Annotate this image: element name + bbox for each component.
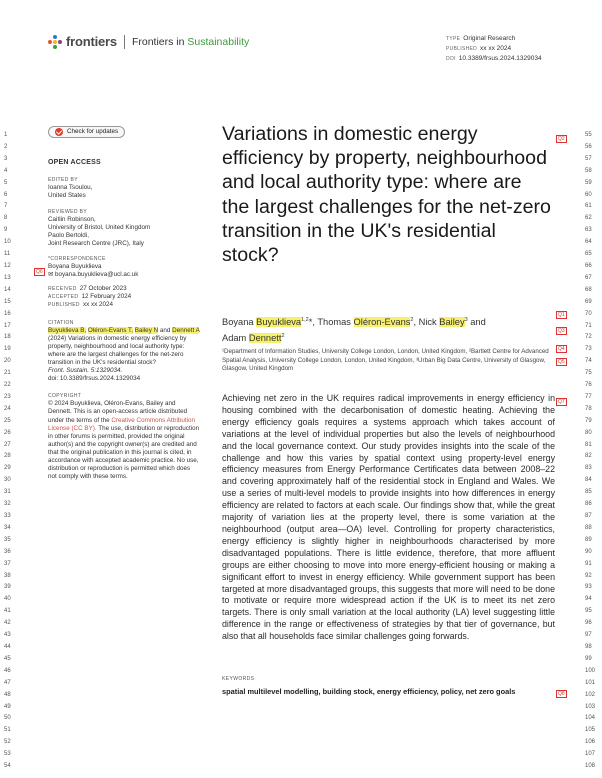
line-number: 86 <box>585 501 592 508</box>
line-number: 32 <box>4 501 11 508</box>
line-number: 95 <box>585 608 592 615</box>
article-meta: TYPE Original Research PUBLISHED xx xx 2024 DOI 10.3389/frsus.2024.1329034 <box>446 35 542 62</box>
line-number: 54 <box>4 763 11 770</box>
line-number: 18 <box>4 334 11 341</box>
line-number: 49 <box>4 703 11 710</box>
query-tag[interactable]: Q4 <box>558 346 565 352</box>
line-number: 40 <box>4 596 11 603</box>
line-number: 25 <box>4 417 11 424</box>
line-number: 51 <box>4 727 11 734</box>
line-number: 31 <box>4 489 11 496</box>
line-number: 4 <box>4 167 8 174</box>
line-number: 3 <box>4 155 8 162</box>
line-number: 24 <box>4 405 11 412</box>
article-title: Variations in domestic energy efficiency by property, neighbourhood and local authority type: where are the largest challenges for the net-zero transition in the UK's residential stock? <box>222 123 551 267</box>
line-number: 41 <box>4 608 11 615</box>
line-number: 39 <box>4 584 11 591</box>
line-number: 21 <box>4 370 11 377</box>
citation-label: CITATION <box>48 319 74 326</box>
line-number: 6 <box>4 191 8 198</box>
line-number: 89 <box>585 536 592 543</box>
open-access-label: OPEN ACCESS <box>48 159 101 167</box>
check-updates-icon <box>55 128 63 136</box>
check-for-updates-button[interactable]: Check for updates <box>48 126 125 138</box>
received-date: 27 October 2023 <box>79 285 127 293</box>
page-header <box>48 34 558 62</box>
line-number: 102 <box>585 691 596 698</box>
line-number: 45 <box>4 655 11 662</box>
line-number: 78 <box>585 405 592 412</box>
abstract: Achieving net zero in the UK requires radical improvements in energy efficiency in housing combined with the decarbonisation of domestic heating. Achieving the energy efficiency goals requires a systems approach which takes account of variations at the level of individual properties but also the levels of neighbourhood and the local governance context. Our study provides insights into the scale of the challenge and how this varies by spatial context using property-level energy efficiency measures from Energy Performance Certificates data between 2008–22 and covering approximately half of the residential stock in England and Wales. We use a series of multi-level models to provide insights into how differences in energy efficiency are related to factors at each scale. Our findings show that, while the great majority of variation lies at the property level, there is some variation at the neighbourhood (output area—OA) level. Controlling for property characteristics, energy efficiency is slightly higher in neighbourhoods characterised by more disadvantaged populations. There is little evidence, therefore, that more affluent groups are either choosing to move into more energy-efficient housing or making a significant effort to invest in energy efficiency. While government support has been targeted at more disadvantaged groups, this suggests that more will need to be done to motivate or require more widespread action if the UK is to meet its net zero targets. There is only small variation at the local authority (LA) level suggesting little difference in the range or effectiveness of strategies by that tier of governance, but also that all households face similar challenges going forwards. <box>222 393 555 642</box>
editor-name: Ioanna Tsoulou, <box>48 184 93 192</box>
line-number: 93 <box>585 584 592 591</box>
query-tag[interactable]: Q5 <box>558 359 565 365</box>
line-number: 9 <box>4 227 8 234</box>
line-number: 73 <box>585 346 592 353</box>
line-number: 82 <box>585 453 592 460</box>
query-tag[interactable]: Q6 <box>36 269 43 275</box>
line-numbers-right <box>585 130 595 773</box>
line-number: 66 <box>585 262 592 269</box>
line-number: 99 <box>585 655 592 662</box>
line-number: 68 <box>585 286 592 293</box>
line-number: 5 <box>4 179 8 186</box>
line-number: 77 <box>585 393 592 400</box>
line-number: 87 <box>585 513 592 519</box>
line-number: 29 <box>4 465 11 472</box>
line-number: 23 <box>4 393 11 400</box>
line-number: 75 <box>585 370 592 377</box>
reviewer-affiliation: University of Bristol, United Kingdom <box>48 223 151 231</box>
line-number: 30 <box>4 477 11 484</box>
line-number: 96 <box>585 620 592 627</box>
line-number: 26 <box>4 429 11 436</box>
copyright-text: © 2024 Buyuklieva, Oléron-Evans, Bailey and Dennett. This is an open-access article distributed under the terms of the Creative Commons Attribution License (CC BY). The use, distribution or reproduction in other forums is permitted, provided the original author(s) and the copyright owner(s) are credited and that the original publication in this journal is cited, in accordance with accepted academic practice. No use, distribution or reproduction is permitted which does not comply with these terms. <box>48 400 200 481</box>
reviewer-name: Paolo Bertoldi, <box>48 231 89 239</box>
doi[interactable]: 10.3389/frsus.2024.1329034 <box>458 55 542 62</box>
line-number: 38 <box>4 572 11 579</box>
line-number: 11 <box>4 251 11 258</box>
line-number: 14 <box>4 286 11 293</box>
line-number: 106 <box>585 739 596 746</box>
article-sidebar <box>48 126 200 481</box>
line-number: 91 <box>585 560 592 567</box>
line-number: 69 <box>585 298 592 305</box>
line-number: 53 <box>4 751 11 758</box>
frontiers-logo-icon <box>48 35 62 49</box>
line-number: 20 <box>4 358 11 365</box>
line-number: 48 <box>4 691 11 698</box>
reviewer-name: Caitlin Robinson, <box>48 215 96 223</box>
line-number: 28 <box>4 453 11 460</box>
line-number: 58 <box>585 167 592 174</box>
query-tag[interactable]: Q3 <box>558 328 565 334</box>
logo-divider <box>124 35 125 49</box>
line-number: 92 <box>585 572 592 579</box>
line-number: 88 <box>585 524 592 531</box>
line-number: 50 <box>4 715 11 722</box>
line-number: 80 <box>585 429 592 436</box>
journal-name: Frontiers in Sustainability <box>131 35 250 48</box>
line-number: 101 <box>585 679 596 686</box>
logo-text: frontiers <box>66 34 117 49</box>
reviewer-affiliation: Joint Research Centre (JRC), Italy <box>48 239 144 247</box>
line-number: 27 <box>4 441 11 448</box>
line-number: 76 <box>585 382 592 389</box>
line-number: 83 <box>585 465 592 472</box>
line-number: 98 <box>585 643 592 650</box>
line-number: 37 <box>4 560 11 567</box>
dates: RECEIVED 27 October 2023 ACCEPTED 12 February 2024 PUBLISHED xx xx 2024 <box>48 285 132 309</box>
copyright-label: COPYRIGHT <box>48 393 82 400</box>
line-number: 47 <box>4 679 11 686</box>
line-number: 17 <box>4 322 11 329</box>
author-list: Boyana Buyuklieva$^{1,2}$*, Thomas Oléron-Evans$^2$, Nick Bailey$^3$ and Adam Dennett$^2$ <box>222 317 486 344</box>
author-name[interactable]: Dennett <box>248 333 282 344</box>
line-number: 34 <box>4 524 11 531</box>
line-number: 81 <box>585 441 592 448</box>
author-name[interactable]: Bailey <box>439 317 465 328</box>
line-number: 64 <box>585 239 592 246</box>
line-number: 103 <box>585 703 596 710</box>
reviewed-by-label: REVIEWED BY <box>48 208 88 215</box>
line-number: 16 <box>4 310 11 317</box>
query-tag[interactable]: Q7 <box>558 399 565 405</box>
edited-by-label: EDITED BY <box>48 177 78 184</box>
line-number: 8 <box>4 215 8 222</box>
citation-doi[interactable]: doi: 10.3389/frsus.2024.1329034 <box>48 375 141 383</box>
editor-affiliation: United States <box>48 192 86 200</box>
line-number: 7 <box>4 203 8 210</box>
correspondence-label: *CORRESPONDENCE <box>48 255 106 262</box>
line-number: 46 <box>4 667 11 674</box>
line-number: 22 <box>4 382 11 389</box>
line-numbers-left <box>4 130 11 773</box>
line-number: 15 <box>4 298 11 305</box>
line-number: 84 <box>585 477 592 484</box>
line-number: 2 <box>4 143 8 150</box>
line-number: 44 <box>4 643 11 650</box>
line-number: 56 <box>585 143 592 150</box>
line-number: 107 <box>585 751 596 758</box>
line-number: 63 <box>585 227 592 234</box>
line-number: 97 <box>585 632 592 639</box>
keywords-label: KEYWORDS <box>222 676 255 682</box>
cc-license-link[interactable]: Creative Commons Attribution License (CC BY). <box>48 416 196 432</box>
line-number: 33 <box>4 513 11 519</box>
line-number: 90 <box>585 548 592 555</box>
line-number: 67 <box>585 274 592 281</box>
line-number: 105 <box>585 727 596 734</box>
published-date: xx xx 2024 <box>82 301 114 309</box>
line-number: 65 <box>585 251 592 258</box>
line-number: 62 <box>585 215 592 222</box>
affiliations: ¹Department of Information Studies, University College London, London, United Kingdom, ²Bartlett Centre for Advanced Spatial Analysis, University College London, London, United Kingdom, ³Urban Big Data Centre, University of Glasgow, Glasgow, United Kingdom <box>222 348 549 373</box>
article-type: Original Research <box>463 35 516 42</box>
query-tag[interactable]: Q2 <box>558 136 565 142</box>
line-number: 52 <box>4 739 11 746</box>
published-date: xx xx 2024 <box>480 45 512 52</box>
line-number: 42 <box>4 620 11 627</box>
line-number: 72 <box>585 334 592 341</box>
citation-text: Buyuklieva B, Oléron-Evans T, Bailey N and Dennett A (2024) Variations in domestic energy efficiency by property, neighbourhood and local authority type: where are the largest challenges for the net-zero transition in the UK's residential stock? Front. Sustain. 5:1329034. doi: 10.3389/frsus.2024.1329034 <box>48 326 200 383</box>
keywords: spatial multilevel modelling, building stock, energy efficiency, policy, net zero goals <box>222 687 516 696</box>
line-number: 61 <box>585 203 592 210</box>
correspondence-email[interactable]: ✉ boyana.buyuklieva@ucl.ac.uk <box>48 271 139 279</box>
line-number: 1 <box>4 132 8 138</box>
line-number: 10 <box>4 239 11 246</box>
line-number: 71 <box>585 322 592 329</box>
line-number: 60 <box>585 191 592 198</box>
query-tag[interactable]: Q1 <box>558 312 565 318</box>
author-name[interactable]: Oléron-Evans <box>353 317 411 328</box>
line-number: 12 <box>4 262 11 269</box>
line-number: 94 <box>585 596 592 603</box>
line-number: 43 <box>4 632 11 639</box>
accepted-date: 12 February 2024 <box>81 293 132 301</box>
line-number: 85 <box>585 489 592 496</box>
line-number: 55 <box>585 132 592 138</box>
author-name[interactable]: Buyuklieva <box>256 317 302 328</box>
line-number: 70 <box>585 310 592 317</box>
correspondence-name: Boyana Buyuklieva <box>48 263 102 271</box>
line-number: 19 <box>4 346 11 353</box>
line-number: 79 <box>585 417 592 424</box>
line-number: 108 <box>585 763 596 770</box>
line-number: 74 <box>585 358 592 365</box>
line-number: 35 <box>4 536 11 543</box>
line-number: 36 <box>4 548 11 555</box>
line-number: 13 <box>4 274 11 281</box>
line-number: 100 <box>585 667 596 674</box>
line-number: 104 <box>585 715 596 722</box>
frontiers-logo[interactable] <box>48 34 249 49</box>
line-number: 59 <box>585 179 592 186</box>
query-tag[interactable]: Q8 <box>558 691 565 697</box>
line-number: 57 <box>585 155 592 162</box>
